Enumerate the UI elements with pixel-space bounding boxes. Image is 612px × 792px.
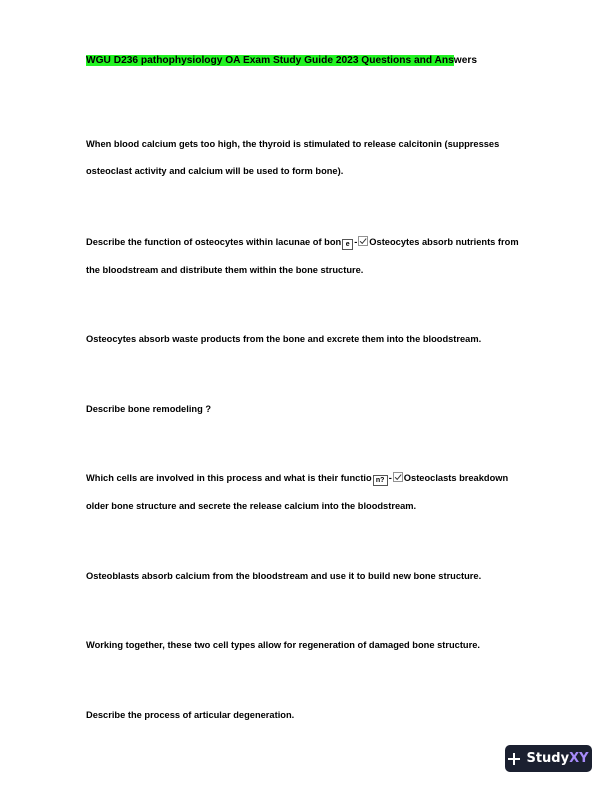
studyxy-badge[interactable] (505, 745, 592, 772)
question-text: Describe the function of osteocytes within lacunae of bon (86, 237, 342, 247)
brand-main-text: Study (526, 751, 570, 766)
unknown-glyph-box: e (342, 239, 353, 250)
paragraph-5-line-2: older bone structure and secrete the release calcium into the bloodstream. (86, 501, 417, 511)
question-text: Which cells are involved in this process and what is their functio (86, 473, 372, 483)
paragraph-2-line-2: the bloodstream and distribute them within the bone structure. (86, 265, 364, 275)
unknown-glyph-box: n? (373, 475, 388, 486)
title-highlighted-text: WGU D236 pathophysiology OA Exam Study Guide 2023 Questions and Ans (86, 55, 454, 66)
answer-text: Osteocytes absorb nutrients from (369, 237, 519, 247)
checkmark-icon (393, 472, 403, 482)
paragraph-5-line-1 (86, 472, 508, 486)
paragraph-6: Osteoblasts absorb calcium from the bloodstream and use it to build new bone structure. (86, 571, 482, 581)
paragraph-3: Osteocytes absorb waste products from the bone and excrete them into the bloodstream. (86, 334, 482, 344)
paragraph-7: Working together, these two cell types allow for regeneration of damaged bone structure. (86, 640, 480, 650)
paragraph-1-line-1: When blood calcium gets too high, the thyroid is stimulated to release calcitonin (suppresses (86, 139, 500, 149)
paragraph-1-line-2: osteoclast activity and calcium will be used to form bone). (86, 166, 344, 176)
paragraph-8: Describe the process of articular degeneration. (86, 710, 295, 720)
plus-icon (508, 753, 520, 765)
paragraph-2-line-1 (86, 236, 519, 250)
title-rest-text: wers (453, 55, 477, 66)
document-title (86, 54, 477, 68)
separator-text: - (354, 237, 358, 247)
brand-accent-text: XY (569, 751, 589, 766)
separator-text: - (388, 473, 392, 483)
paragraph-4: Describe bone remodeling ? (86, 404, 212, 414)
checkmark-icon (358, 236, 368, 246)
answer-text: Osteoclasts breakdown (403, 473, 509, 483)
